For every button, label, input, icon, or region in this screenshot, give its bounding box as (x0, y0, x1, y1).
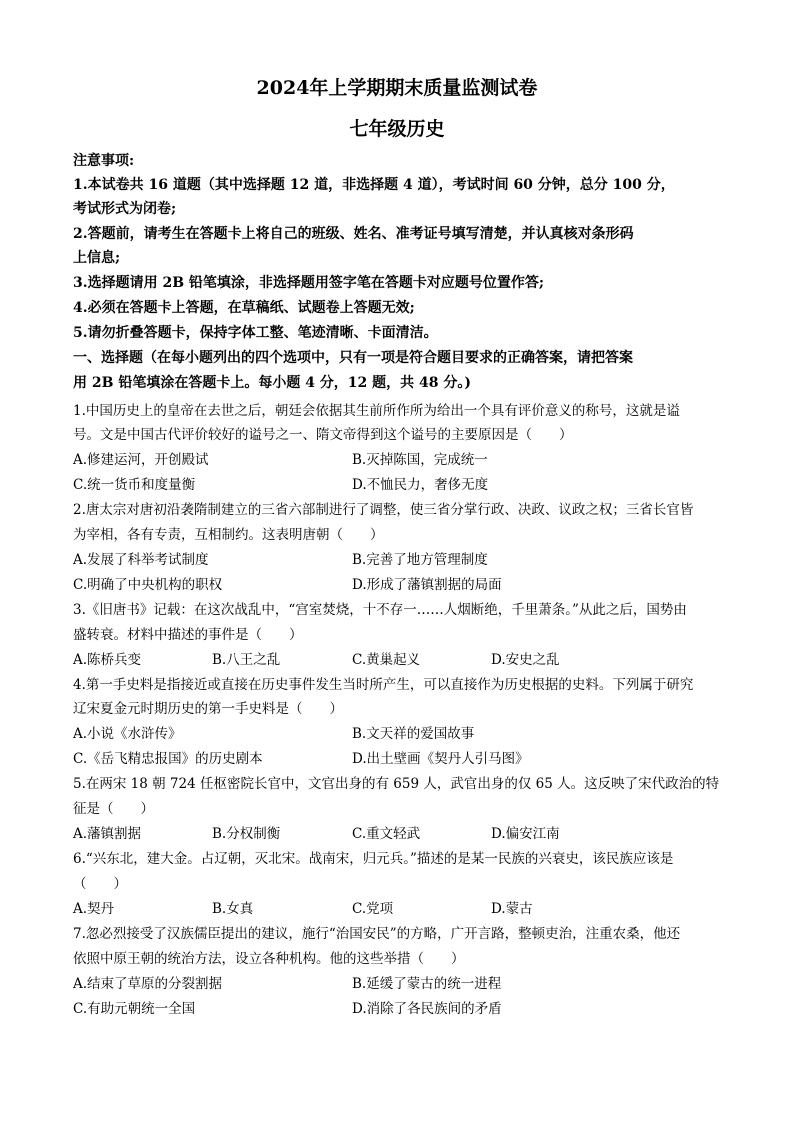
option-c: C.有助元朝统一全国 (73, 1001, 196, 1017)
option-c: C.明确了中央机构的职权 (73, 577, 223, 593)
option-d: D.消除了各民族间的矛盾 (352, 1001, 502, 1017)
question-stem: 2.唐太宗对唐初沿袭隋制建立的三省六部制进行了调整，使三省分掌行政、决政、议政之权；三省长官皆 (73, 502, 694, 518)
option-c: C.统一货币和度量衡 (73, 477, 196, 493)
question-stem: 5.在两宋 18 朝 724 任枢密院长官中，文官出身的有 659 人，武官出身的仅 65 人。这反映了宋代政治的特 (73, 776, 720, 792)
section-heading: 一、选择题（在每小题列出的四个选项中，只有一项是符合题目要求的正确答案，请把答案 (73, 350, 633, 366)
option-b: B.分权制衡 (212, 826, 281, 842)
option-b: B.八王之乱 (212, 652, 281, 668)
question-stem: 1.中国历史上的皇帝在去世之后，朝廷会依据其生前所作所为给出一个具有评价意义的称号，这就是谥 (73, 403, 680, 419)
option-c: C.黄巢起义 (352, 652, 421, 668)
option-d: D.偏安江南 (491, 826, 560, 842)
option-c: C.党项 (352, 901, 394, 917)
option-a: A.陈桥兵变 (73, 652, 142, 668)
option-b: B.文天祥的爱国故事 (352, 726, 475, 742)
notice-item: 2.答题前，请考生在答题卡上将自己的班级、姓名、准考证号填写清楚，并认真核对条形码 (73, 226, 634, 242)
option-d: D.形成了藩镇割据的局面 (352, 577, 502, 593)
question-stem: 盛转衰。材料中描述的事件是（ ） (73, 627, 303, 643)
option-b: B.完善了地方管理制度 (352, 552, 488, 568)
option-a: A.结束了草原的分裂割据 (73, 976, 223, 992)
notice-item: 上信息; (73, 250, 121, 266)
notice-item: 3.选择题请用 2B 铅笔填涂，非选择题用签字笔在答题卡对应题号位置作答; (73, 275, 545, 291)
exam-title: 2024年上学期期末质量监测试卷 (256, 77, 538, 99)
question-stem: 7.忽必烈接受了汉族儒臣提出的建议，施行“治国安民”的方略，广开言路，整顿吏治，注重农桑，他还 (73, 926, 681, 942)
option-d: D.安史之乱 (491, 652, 560, 668)
option-b: B.女真 (212, 901, 254, 917)
notice-item: 1.本试卷共 16 道题（其中选择题 12 道，非选择题 4 道），考试时间 60 分钟，总分 100 分， (73, 177, 675, 193)
question-stem: 3.《旧唐书》记载：在这次战乱中，“宫室焚烧，十不存一……人烟断绝，千里萧条。”从此之后，国势由 (73, 602, 687, 618)
question-stem: 为宰相，各有专责，互相制约。这表明唐朝（ ） (73, 527, 384, 543)
question-stem: 依照中原王朝的统治方法，设立各种机构。他的这些举措（ ） (73, 951, 465, 967)
option-d: D.不恤民力，奢侈无度 (352, 477, 489, 493)
question-stem: （ ） (73, 876, 127, 892)
notice-item: 5.请勿折叠答题卡，保持字体工整、笔迹清晰、卡面清洁。 (73, 325, 438, 341)
question-stem: 辽宋夏金元时期历史的第一手史料是（ ） (73, 701, 343, 717)
question-stem: 6.“兴东北，建大金。占辽朝，灭北宋。战南宋，归元兵。”描述的是某一民族的兴衰史，该民族应该是 (73, 851, 674, 867)
option-a: A.修建运河，开创殿试 (73, 452, 209, 468)
exam-subject: 七年级历史 (349, 118, 445, 140)
question-stem: 征是（ ） (73, 801, 154, 817)
notice-heading: 注意事项: (73, 153, 135, 169)
section-heading: 用 2B 铅笔填涂在答题卡上。每小题 4 分，12 题，共 48 分。) (73, 375, 472, 391)
question-stem: 号。文是中国古代评价较好的谥号之一、隋文帝得到这个谥号的主要原因是（ ） (73, 427, 573, 443)
option-a: A.发展了科举考试制度 (73, 552, 209, 568)
notice-item: 考试形式为闭卷; (73, 201, 177, 217)
option-a: A.藩镇割据 (73, 826, 142, 842)
option-c: C.《岳飞精忠报国》的历史剧本 (73, 751, 263, 767)
option-d: D.出土壁画《契丹人引马图》 (352, 751, 529, 767)
question-stem: 4.第一手史料是指接近或直接在历史事件发生当时所产生，可以直接作为历史根据的史料。下列属于研究 (73, 677, 694, 693)
option-a: A.小说《水浒传》 (73, 726, 182, 742)
option-c: C.重文轻武 (352, 826, 421, 842)
option-b: B.延缓了蒙古的统一进程 (352, 976, 502, 992)
option-b: B.灭掉陈国，完成统一 (352, 452, 488, 468)
option-d: D.蒙古 (491, 901, 533, 917)
option-a: A.契丹 (73, 901, 115, 917)
notice-item: 4.必须在答题卡上答题，在草稿纸、试题卷上答题无效; (73, 300, 415, 316)
